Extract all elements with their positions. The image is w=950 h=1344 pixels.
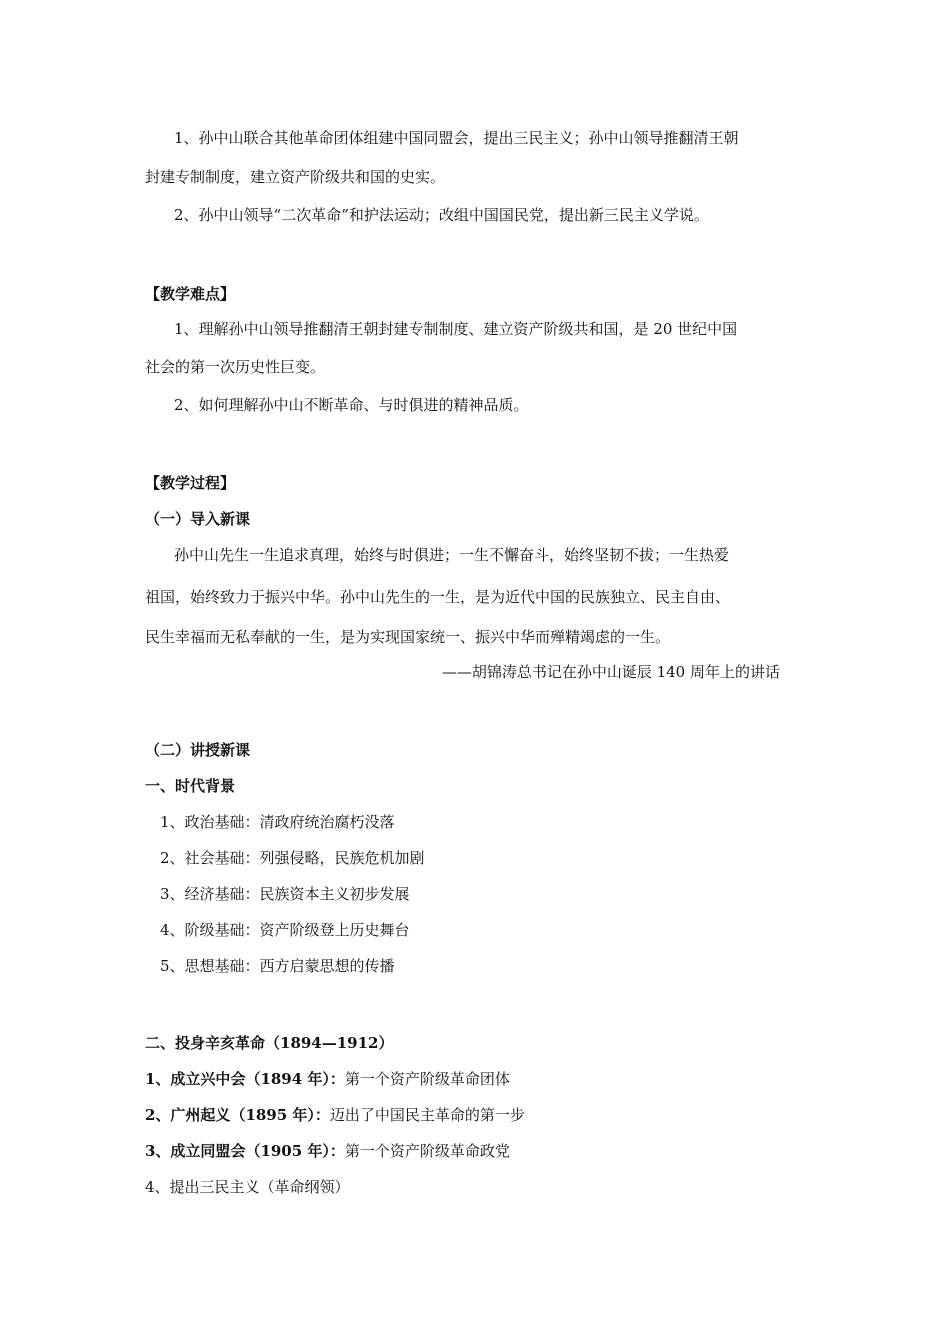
revolution-item <box>145 1069 510 1089</box>
revolution-item-label: 3、成立同盟会（1905 年）： <box>145 1142 345 1160</box>
difficulties-heading: 【教学难点】 <box>145 285 236 303</box>
background-item: 3、经济基础：民族资本主义初步发展 <box>160 885 410 903</box>
background-item: 4、阶级基础：资产阶级登上历史舞台 <box>160 921 410 939</box>
difficulty-2: 2、如何理解孙中山不断革命、与时俱进的精神品质。 <box>174 396 529 414</box>
background-item: 5、思想基础：西方启蒙思想的传播 <box>160 957 395 975</box>
revolution-item-text: 4、提出三民主义（革命纲领） <box>145 1178 350 1196</box>
quote-line-1: 孙中山先生一生追求真理，始终与时俱进；一生不懈奋斗，始终坚韧不拔；一生热爱 <box>174 546 730 564</box>
process-heading: 【教学过程】 <box>145 474 236 492</box>
revolution-item-text: 迈出了中国民主革命的第一步 <box>329 1106 525 1124</box>
revolution-item <box>145 1105 525 1125</box>
revolution-item-text: 第一个资产阶级革命政党 <box>344 1142 510 1160</box>
revolution-heading: 二、投身辛亥革命（1894—1912） <box>145 1034 394 1052</box>
focus-point-1-line-1: 1、孙中山联合其他革命团体组建中国同盟会，提出三民主义；孙中山领导推翻清王朝 <box>174 129 739 147</box>
revolution-item-label: 2、广州起义（1895 年）： <box>145 1106 330 1124</box>
revolution-item-label: 1、成立兴中会（1894 年）： <box>145 1070 345 1088</box>
quote-source: ——胡锦涛总书记在孙中山诞辰 140 周年上的讲话 <box>441 663 780 681</box>
revolution-item <box>145 1141 510 1161</box>
quote-line-2: 祖国，始终致力于振兴中华。孙中山先生的一生，是为近代中国的民族独立、民主自由、 <box>145 588 731 606</box>
intro-heading: （一）导入新课 <box>145 510 251 528</box>
revolution-item <box>145 1177 350 1197</box>
revolution-item-text: 第一个资产阶级革命团体 <box>344 1070 510 1088</box>
background-item: 2、社会基础：列强侵略，民族危机加剧 <box>160 849 425 867</box>
focus-point-1-line-2: 封建专制制度，建立资产阶级共和国的史实。 <box>145 168 446 186</box>
background-item: 1、政治基础：清政府统治腐朽没落 <box>160 813 395 831</box>
background-heading: 一、时代背景 <box>145 777 236 795</box>
difficulty-1-line-2: 社会的第一次历史性巨变。 <box>145 358 326 376</box>
new-lesson-heading: （二）讲授新课 <box>145 741 251 759</box>
focus-point-2: 2、孙中山领导“二次革命”和护法运动；改组中国国民党，提出新三民主义学说。 <box>174 206 709 224</box>
difficulty-1-line-1: 1、理解孙中山领导推翻清王朝封建专制制度、建立资产阶级共和国，是 20 世纪中国 <box>174 320 738 338</box>
quote-line-3: 民生幸福而无私奉献的一生，是为实现国家统一、振兴中华而殚精竭虑的一生。 <box>145 628 671 646</box>
